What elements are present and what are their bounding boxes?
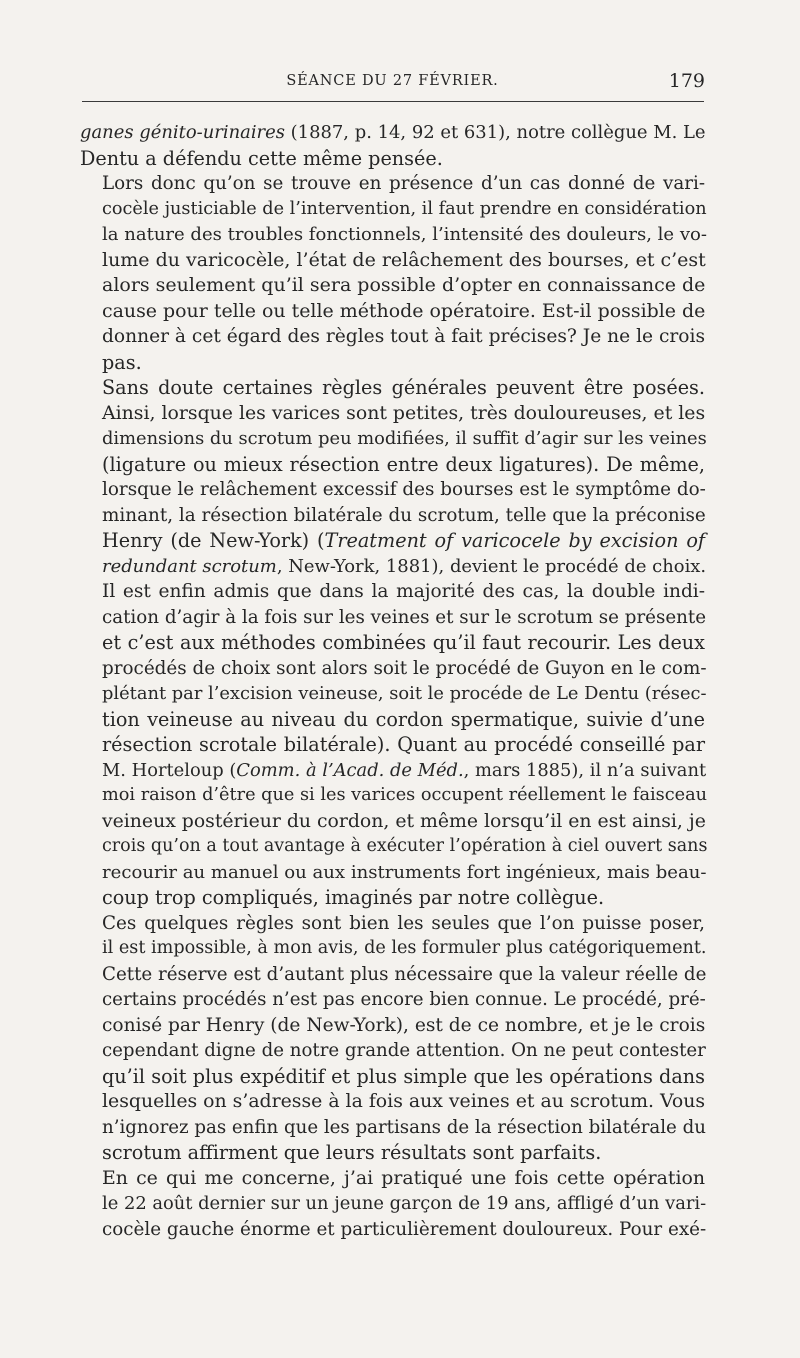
text-run: crois qu’on a tout avantage à exécuter l’opération à ciel ouvert sans [102,836,708,856]
text-line [80,401,705,427]
text-line [80,681,705,707]
text-run: la nature des troubles fonctionnels, l’intensité des douleurs, le vo- [102,224,707,245]
text-line [80,375,705,401]
text-run: procédés de choix sont alors soit le procédé de Guyon en le com- [102,657,707,679]
text-run: , New-York, 1881), devient le procédé de choix. [276,555,707,577]
text-run: conisé par Henry (de New-York), est de ce nombre, et je le crois [102,1014,706,1036]
text-run: cocèle justiciable de l’intervention, il faut prendre en considération [102,198,707,219]
text-run: M. Horteloup ( [102,759,237,781]
text-line [80,248,705,274]
text-line [80,528,705,554]
text-line [80,885,705,911]
italic-run: ganes génito-urinaires [80,122,285,143]
text-run: résection scrotale bilatérale). Quant au procédé conseillé par [102,733,705,756]
text-line [80,452,705,478]
text-line [80,936,705,962]
text-run: lesquelles on s’adresse à la fois aux veines et au scrotum. Vous [102,1090,706,1112]
text-line [80,834,708,860]
paragraph [80,1166,705,1243]
text-line [80,426,705,452]
running-head-title: SÉANCE DU 27 FÉVRIER. [286,73,499,89]
text-line [80,1115,705,1141]
text-line [80,477,705,503]
text-run: Dentu a défendu cette même pensée. [80,146,443,170]
text-run: veineux postérieur du cordon, et même lorsqu’il en est ainsi, je [102,810,706,832]
text-line [80,656,705,682]
text-run: En ce qui me concerne, j’ai pratiqué une fois cette opération [102,1166,705,1189]
text-line [80,324,705,350]
text-line [80,171,705,197]
text-run: tion veineuse au niveau du cordon spermatique, suivie d’une [102,707,705,731]
text-run: alors seulement qu’il sera possible d’opter en connaissance de [102,274,706,296]
text-line [80,630,705,656]
text-run: et c’est aux méthodes combinées qu’il faut recourir. Les deux [102,631,705,654]
text-line [80,222,705,248]
text-line [80,1166,705,1192]
text-run: cause pour telle ou telle méthode opératoire. Est-il possible de [102,299,706,322]
text-run: lume du varicocèle, l’état de relâchement des bourses, et c’est [102,248,706,271]
text-run: qu’il soit plus expéditif et plus simple que les opérations dans [102,1064,705,1088]
text-run: coup trop compliqués, imaginés par notre collègue. [102,886,605,909]
paragraph [80,911,705,1166]
text-line [80,299,705,325]
text-line [80,605,705,631]
text-run: Henry (de New-York) ( [102,529,325,552]
text-line [80,758,705,784]
text-line [80,860,705,886]
text-run: donner à cet égard des règles tout à fait précises? Je ne le crois [102,326,705,347]
text-line [80,146,705,172]
text-line [80,809,705,835]
text-run: Lors donc qu’on se trouve en présence d’un cas donné de vari- [102,173,705,194]
text-run: moi raison d’être que si les varices occupent réellement le faisceau [102,785,708,805]
text-run: certains procédés n’est pas encore bien connue. Le procédé, pré- [102,989,706,1010]
text-line [80,273,705,299]
header-rule [82,101,704,102]
text-run: (ligature ou mieux résection entre deux ligatures). De même, [102,452,705,476]
text-run: cependant digne de notre grande attention. On ne peut contester [102,1040,706,1061]
text-run: , mars 1885), il n’a suivant [463,759,707,781]
text-run: Sans doute certaines règles générales peuvent être posées. [102,376,705,399]
paragraph [80,171,705,375]
text-run: minant, la résection bilatérale du scrotum, telle que la préconise [102,504,706,526]
text-run: Cette réserve est d’autant plus nécessaire que la valeur réelle de [102,963,707,985]
text-line [80,554,705,580]
text-run: il est impossible, à mon avis, de les formuler plus catégoriquement. [102,938,707,958]
paragraph [80,375,705,579]
body-text [80,120,708,1242]
text-run: cocèle gauche énorme et particulièrement douloureux. Pour exé- [102,1218,707,1240]
text-line [80,962,705,988]
text-run: lorsque le relâchement excessif des bourses est le symptôme do- [102,479,706,500]
text-line [80,579,705,605]
text-run: recourir au manuel ou aux instruments fort ingénieux, mais beau- [102,861,707,883]
text-run: scrotum affirment que leurs résultats sont parfaits. [102,1141,602,1164]
text-line [80,783,708,809]
text-run: cation d’agir à la fois sur les veines et sur le scrotum se présente [102,606,707,628]
text-run: plétant par l’excision veineuse, soit le procéde de Le Dentu (résec- [102,683,707,704]
text-line [80,1140,705,1166]
text-line [80,987,705,1013]
text-run: Il est enfin admis que dans la majorité des cas, la double indi- [102,581,705,602]
text-line [80,1013,705,1039]
text-line [80,1064,705,1090]
text-run: Ainsi, lorsque les varices sont petites, très douloureuses, et les [102,401,706,424]
text-line [80,1191,705,1217]
text-run: pas. [102,350,142,374]
text-line [80,707,705,733]
text-line [80,911,705,937]
italic-run: redundant scrotum [102,555,277,577]
text-run: le 22 août dernier sur un jeune garçon de 19 ans, affligé d’un vari- [102,1193,707,1214]
text-line [80,732,705,758]
text-line [80,350,705,376]
paragraph [80,579,708,911]
italic-run: Treatment of varicocele by excision of [324,529,705,552]
running-head [80,70,705,97]
italic-run: Comm. à l’Acad. de Méd. [236,759,464,781]
text-run: n’ignorez pas enfin que les partisans de la résection bilatérale du [102,1116,706,1138]
text-line [80,1089,705,1115]
text-run: (1887, p. 14, 92 et 631), notre collègue M. Le [284,122,706,143]
text-line [80,503,705,529]
paragraph [80,120,705,171]
text-line [80,197,705,223]
text-line [80,1038,705,1064]
text-line [80,120,705,146]
text-line [80,1217,705,1243]
text-run: Ces quelques règles sont bien les seules que l’on puisse poser, [102,912,705,934]
text-run: dimensions du scrotum peu modifiées, il suffit d’agir sur les veines [102,428,707,449]
page-number: 179 [668,70,705,92]
